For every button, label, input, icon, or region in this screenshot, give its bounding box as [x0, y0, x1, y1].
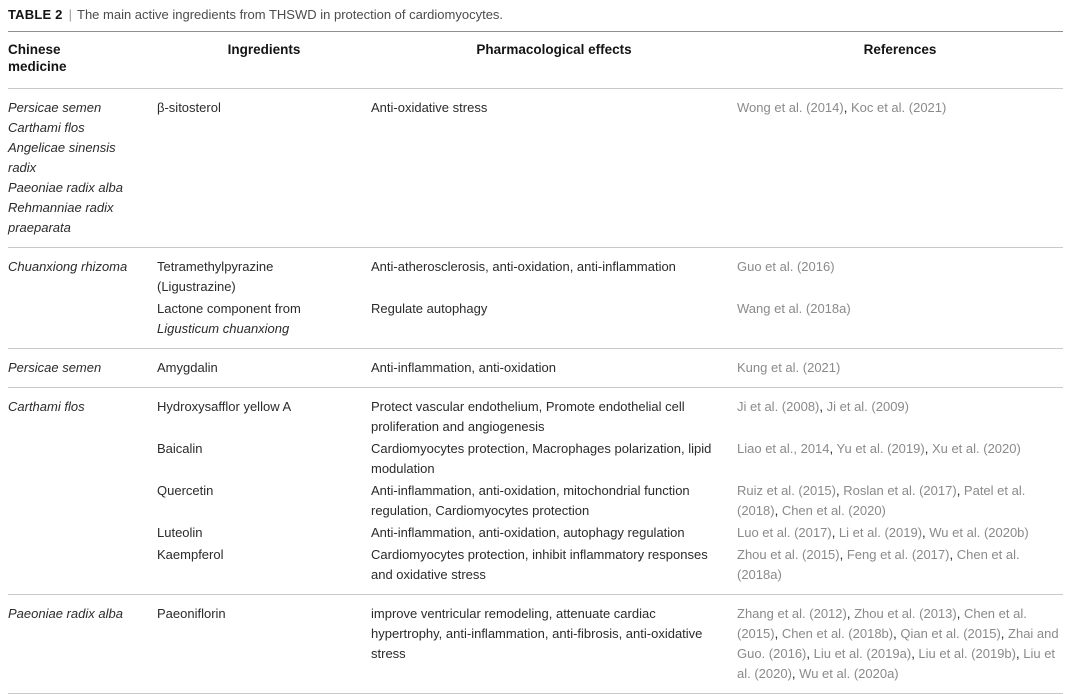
effect-text: improve ventricular remodeling, attenuate cardiac hypertrophy, anti-inflammation, anti-fibrosis, anti-oxidative stress — [371, 606, 703, 661]
column-header-pharmacological-effects: Pharmacological effects — [476, 42, 632, 57]
row-groups — [157, 98, 1063, 238]
ingredient-name: Amygdalin — [157, 360, 218, 375]
table-row — [8, 248, 1063, 349]
references-cell — [737, 523, 1063, 543]
column-header-references: References — [863, 42, 937, 57]
citation-separator: , — [843, 100, 851, 115]
effect-text: Anti-inflammation, anti-oxidation — [371, 360, 556, 375]
citation-separator: , — [1016, 646, 1024, 661]
references-cell — [737, 545, 1063, 585]
ingredient-name: Lactone component from — [157, 301, 301, 316]
ingredient-cell — [157, 98, 371, 118]
references-cell — [737, 98, 1063, 118]
ingredient-group — [157, 439, 1063, 479]
ingredient-cell — [157, 358, 371, 378]
citation-separator: , — [839, 547, 847, 562]
references-cell — [737, 439, 1063, 479]
citation-link[interactable]: Chen et al. (2018b) — [781, 626, 894, 641]
citation-link[interactable]: Kung et al. (2021) — [737, 360, 841, 375]
ingredient-name: Baicalin — [157, 441, 203, 456]
citation-separator: , — [829, 441, 837, 456]
citation-separator: , — [846, 606, 855, 621]
citation-link[interactable]: Wong et al. (2014) — [737, 100, 844, 115]
citation-separator: , — [949, 547, 957, 562]
ingredient-group — [157, 604, 1063, 684]
ingredient-cell — [157, 545, 371, 585]
table-row — [8, 349, 1063, 388]
citation-link[interactable]: Liu et al. (2019a) — [813, 646, 912, 661]
effect-text: Anti-oxidative stress — [371, 100, 488, 115]
table-row — [8, 89, 1063, 248]
ingredient-group — [157, 523, 1063, 543]
ingredient-name: (Ligustrazine) — [157, 279, 236, 294]
column-header-ingredients: Ingredients — [227, 42, 301, 57]
citation-separator: , — [911, 646, 919, 661]
table-header-row — [8, 31, 1063, 89]
citation-separator: , — [831, 525, 839, 540]
citation-link[interactable]: Wu et al. (2020a) — [799, 666, 899, 681]
citation-separator: , — [774, 626, 782, 641]
citation-link[interactable]: Xu et al. (2020) — [931, 441, 1021, 456]
medicine-cell — [8, 257, 157, 339]
references-cell — [737, 481, 1063, 521]
citation-link[interactable]: Qian et al. (2015) — [900, 626, 1001, 641]
ingredient-group — [157, 545, 1063, 585]
citation-separator: , — [922, 525, 930, 540]
citation-separator: , — [924, 441, 932, 456]
references-cell — [737, 257, 1063, 297]
citation-separator: , — [836, 483, 844, 498]
ingredient-group — [157, 397, 1063, 437]
citation-link[interactable]: Luo et al. (2017) — [737, 525, 832, 540]
citation-link[interactable]: Guo et al. (2016) — [737, 259, 835, 274]
medicine-name: Carthami flos — [8, 120, 85, 135]
effect-text: Regulate autophagy — [371, 301, 488, 316]
caption-divider-bar: | — [68, 7, 72, 22]
medicine-name: Carthami flos — [8, 399, 85, 414]
ingredient-group — [157, 481, 1063, 521]
ingredient-group — [157, 98, 1063, 118]
citation-link[interactable]: Roslan et al. (2017) — [843, 483, 957, 498]
citation-link[interactable]: Zhang et al. (2012) — [737, 606, 847, 621]
citation-separator: , — [956, 606, 964, 621]
citation-link[interactable]: Chen et al. (2018a) — [737, 547, 1020, 582]
ingredient-cell — [157, 604, 371, 684]
ingredient-group — [157, 299, 1063, 339]
medicine-name: Paeoniae radix alba — [8, 606, 123, 621]
row-groups — [157, 604, 1063, 684]
citation-link[interactable]: Koc et al. (2021) — [850, 100, 947, 115]
citation-separator: , — [956, 483, 964, 498]
row-groups — [157, 358, 1063, 378]
ingredient-group — [157, 257, 1063, 297]
medicine-cell — [8, 397, 157, 585]
ingredient-name: Quercetin — [157, 483, 214, 498]
ingredient-cell — [157, 299, 371, 339]
medicine-cell — [8, 358, 157, 378]
ingredient-cell — [157, 397, 371, 437]
medicine-name: Paeoniae radix alba — [8, 180, 123, 195]
citation-separator: , — [774, 503, 782, 518]
citation-link[interactable]: Li et al. (2019) — [838, 525, 923, 540]
citation-link[interactable]: Liao et al., 2014 — [737, 441, 830, 456]
citation-link[interactable]: Chen et al. (2020) — [781, 503, 886, 518]
citation-link[interactable]: Patel et al. (2018) — [737, 483, 1026, 518]
ingredient-cell — [157, 439, 371, 479]
ingredient-cell — [157, 523, 371, 543]
ingredient-name: Kaempferol — [157, 547, 224, 562]
citation-link[interactable]: Yu et al. (2019) — [836, 441, 925, 456]
citation-separator: , — [791, 666, 800, 681]
medicine-name: Persicae semen — [8, 100, 102, 115]
citation-link[interactable]: Feng et al. (2017) — [846, 547, 950, 562]
citation-link[interactable]: Zhou et al. (2013) — [854, 606, 957, 621]
citation-separator: , — [893, 626, 901, 641]
medicine-name: Rehmanniae radix praeparata — [8, 200, 114, 235]
row-groups — [157, 257, 1063, 339]
ingredient-name: Tetramethylpyrazine — [157, 259, 274, 274]
ingredient-name: Luteolin — [157, 525, 203, 540]
citation-separator: , — [806, 646, 814, 661]
effect-text: Protect vascular endothelium, Promote endothelial cell proliferation and angiogenesis — [371, 399, 685, 434]
ingredient-name: β-sitosterol — [157, 100, 221, 115]
medicine-name: Chuanxiong rhizoma — [8, 259, 128, 274]
citation-link[interactable]: Liu et al. (2020) — [737, 646, 1056, 681]
references-cell — [737, 397, 1063, 437]
medicine-name: Persicae semen — [8, 360, 102, 375]
ingredient-cell — [157, 481, 371, 521]
table-caption-text: The main active ingredients from THSWD in protection of cardiomyocytes. — [77, 7, 504, 22]
citation-link[interactable]: Ruiz et al. (2015) — [737, 483, 836, 498]
table-caption — [8, 0, 1063, 31]
table-caption-label: TABLE 2 — [8, 7, 63, 22]
medicine-name: Angelicae sinensis radix — [8, 140, 116, 175]
citation-link[interactable]: Zhou et al. (2015) — [737, 547, 840, 562]
ingredient-name-latin: Ligusticum chuanxiong — [157, 321, 290, 336]
references-cell — [737, 604, 1063, 684]
medicine-cell — [8, 604, 157, 684]
medicine-cell — [8, 98, 157, 238]
citation-separator: , — [819, 399, 827, 414]
column-header-chinese-medicine: Chinese medicine — [8, 42, 67, 74]
citation-link[interactable]: Chen et al. (2015) — [737, 606, 1027, 641]
effect-text: Cardiomyocytes protection, Macrophages polarization, lipid modulation — [371, 441, 712, 476]
citation-link[interactable]: Ji et al. (2008) — [737, 399, 820, 414]
ingredient-name: Paeoniflorin — [157, 606, 226, 621]
citation-separator: , — [1000, 626, 1009, 641]
effect-text: Anti-inflammation, anti-oxidation, autophagy regulation — [371, 525, 685, 540]
citation-link[interactable]: Wang et al. (2018a) — [737, 301, 851, 316]
references-cell — [737, 358, 1063, 378]
citation-link[interactable]: Liu et al. (2019b) — [918, 646, 1016, 661]
ingredient-cell — [157, 257, 371, 297]
effect-text: Cardiomyocytes protection, inhibit inflammatory responses and oxidative stress — [371, 547, 708, 582]
citation-link[interactable]: Zhai and Guo. (2016) — [737, 626, 1059, 661]
ingredient-name: Hydroxysafflor yellow A — [157, 399, 292, 414]
effect-text: Anti-atherosclerosis, anti-oxidation, anti-inflammation — [371, 259, 676, 274]
row-groups — [157, 397, 1063, 585]
table-row — [8, 388, 1063, 595]
citation-link[interactable]: Wu et al. (2020b) — [929, 525, 1029, 540]
citation-link[interactable]: Ji et al. (2009) — [826, 399, 909, 414]
ingredient-group — [157, 358, 1063, 378]
references-cell — [737, 299, 1063, 339]
table-row — [8, 595, 1063, 694]
effect-text: Anti-inflammation, anti-oxidation, mitochondrial function regulation, Cardiomyocytes protection — [371, 483, 690, 518]
